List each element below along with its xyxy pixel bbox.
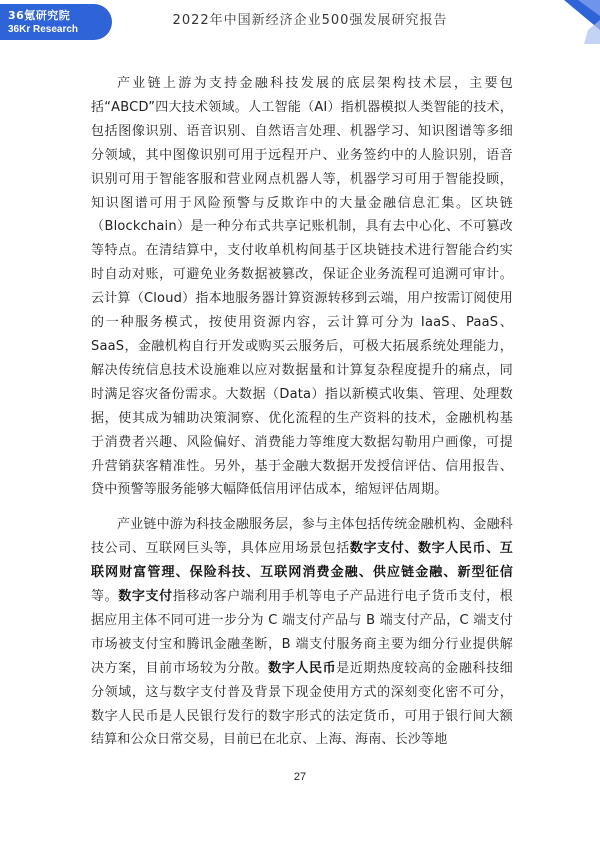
digital-payment-desc: 指移动客户端利用手机等电子产品进行电子货币支付，根据应用主体不同可进一步分为 C 端支付产品与 B 端支付产品，C 端支付市场被支付宝和腾讯金融垄断，B 端支付服务商主要为细分行业提供解决方案，目前市场较为分散。 (91, 589, 513, 676)
logo-en-text: 36Kr Research (8, 23, 79, 35)
body-text (91, 72, 513, 752)
midstream-scenarios: 数字支付、数字人民币、互联网财富管理、保险科技、互联网消费金融、供应链金融、新型征信 (91, 541, 513, 581)
report-title: 2022年中国新经济企业500强发展研究报告 (172, 13, 448, 28)
digital-rmb-desc: 是近期热度较高的金融科技细分领域，这与数字支付普及背景下现金使用方式的深刻变化密不可分，数字人民币是人民银行发行的数字形式的法定货币，可用于银行间大额结算和公众日常交易，目前已在北京、上海、海南、长沙等地 (91, 660, 513, 748)
term-digital-payment: 数字支付 (118, 589, 173, 605)
paragraph-upstream: 产业链上游为支持金融科技发展的底层架构技术层，主要包括“ABCD”四大技术领域。人工智能（AI）指机器模拟人类智能的技术，包括图像识别、语音识别、自然语言处理、机器学习、知识图谱等多细分领域，其中图像识别可用于远程开户、业务签约中的人脸识别，语音识别可用于智能客服和营业网点机器人等，机器学习可用于智能投顾，知识图谱可用于风险预警与反欺诈中的大量金融信息汇集。区块链（Blockchain）是一种分布式共享记账机制，具有去中心化、不可篡改等特点。在清结算中，支付收单机构间基于区块链技术进行智能合约实时自动对账，可避免业务数据被篡改，保证企业务流程可追溯可审计。云计算（Cloud）指本地服务器计算资源转移到云端，用户按需订阅使用的一种服务模式，按使用资源内容，云计算可分为 IaaS、PaaS、SaaS，金融机构自行开发或购买云服务后，可极大拓展系统处理能力，解决传统信息技术设施难以应对数据量和计算复杂程度提升的痛点，同时满足容灾备份需求。大数据（Data）指以新模式收集、管理、处理数据，使其成为辅助决策洞察、优化流程的生产资料的技术，金融机构基于消费者兴趣、风险偏好、消费能力等维度大数据勾勒用户画像，可提升营销获客精准性。另外，基于金融大数据开发授信评估、信用报告、贷中预警等服务能够大幅降低信用评估成本，缩短评估周期。 (91, 76, 513, 498)
logo-cn-text: 36氪研究院 (8, 8, 71, 22)
term-digital-rmb: 数字人民币 (268, 660, 337, 676)
corner-decoration-icon (544, 0, 600, 44)
page-number: 27 (293, 771, 307, 783)
paragraph-midstream (91, 513, 513, 752)
midstream-intro: 产业链中游为科技金融服务层，参与主体包括传统金融机构、金融科技公司、互联网巨头等，具体应用场景包括 (91, 517, 514, 557)
midstream-scenarios-end: 等。 (91, 589, 119, 605)
page-header (0, 0, 600, 44)
brand-logo (0, 4, 112, 40)
